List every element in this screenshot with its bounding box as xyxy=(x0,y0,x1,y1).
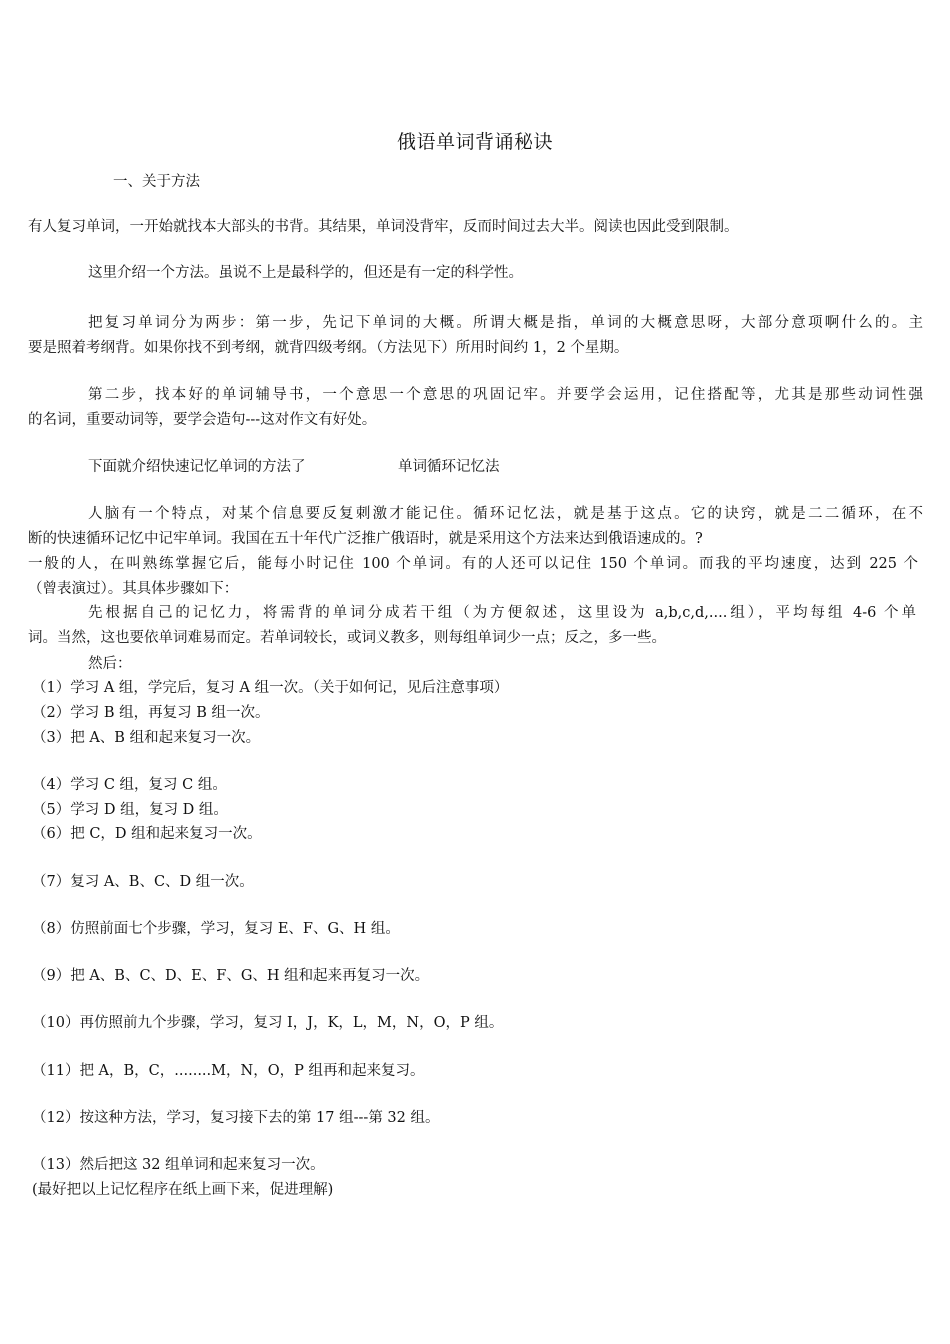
paragraph-memory-line2: 断的快速循环记忆中记牢单词。我国在五十年代广泛推广俄语时，就是采用这个方法来达到俄语速成的。? xyxy=(28,531,703,547)
paragraph-method-intro: 这里介绍一个方法。虽说不上是最科学的，但还是有一定的科学性。 xyxy=(88,265,523,281)
paragraph-step-two-line1: 第二步，找本好的单词辅导书，一个意思一个意思的巩固记牢。并要学会运用，记住搭配等，尤其是那些动词性强 xyxy=(88,387,923,403)
paragraph-speed-line2: （曾表演过）。其具体步骤如下： xyxy=(28,581,239,597)
step-item: （5）学习 D 组，复习 D 组。 xyxy=(32,802,228,818)
paragraph-speed-line1: 一般的人，在叫熟练掌握它后，能每小时记住 100 个单词。有的人还可以记住 150 个单词。而我的平均速度，达到 225 个 xyxy=(28,556,918,572)
step-item: （12）按这种方法，学习，复习接下去的第 17 组---第 32 组。 xyxy=(32,1110,440,1126)
paragraph-groups-line1: 先根据自己的记忆力，将需背的单词分成若干组（为方便叙述，这里设为 a,b,c,d,....组），平均每组 4-6 个单 xyxy=(88,605,916,621)
step-item: （2）学习 B 组，再复习 B 组一次。 xyxy=(32,705,270,721)
section-heading: 一、关于方法 xyxy=(113,174,200,190)
step-item: （8）仿照前面七个步骤，学习，复习 E、F、G、H 组。 xyxy=(32,921,400,937)
step-item: （4）学习 C 组，复习 C 组。 xyxy=(32,777,227,793)
step-item: （1）学习 A 组，学完后，复习 A 组一次。（关于如何记，见后注意事项） xyxy=(32,680,509,696)
document-title: 俄语单词背诵秘诀 xyxy=(396,131,553,153)
paragraph-step-one-line1: 把复习单词分为两步：第一步，先记下单词的大概。所谓大概是指，单词的大概意思呀，大部分意项啊什么的。主 xyxy=(88,315,923,331)
step-item: （3）把 A、B 组和起来复习一次。 xyxy=(32,730,261,746)
method-lead-in: 下面就介绍快速记忆单词的方法了 xyxy=(88,459,306,475)
paragraph-groups-line2: 词。当然，这也要依单词难易而定。若单词较长，或词义教多，则每组单词少一点；反之，多一些。 xyxy=(28,630,666,646)
method-name: 单词循环记忆法 xyxy=(398,459,500,475)
step-item: （7）复习 A、B、C、D 组一次。 xyxy=(32,874,254,890)
step-item: （9）把 A、B、C、D、E、F、G、H 组和起来再复习一次。 xyxy=(32,968,430,984)
step-item: （13）然后把这 32 组单词和起来复习一次。 xyxy=(32,1157,325,1173)
step-item: （6）把 C，D 组和起来复习一次。 xyxy=(32,826,262,842)
paragraph-step-one-line2: 要是照着考纲背。如果你找不到考纲，就背四级考纲。（方法见下）所用时间约 1，2 个星期。 xyxy=(28,340,629,356)
paragraph-step-two-line2: 的名词，重要动词等，要学会造句---这对作文有好处。 xyxy=(28,412,377,428)
closing-note: (最好把以上记忆程序在纸上画下来，促进理解) xyxy=(32,1182,334,1198)
paragraph-memory-line1: 人脑有一个特点，对某个信息要反复刺激才能记住。循环记忆法，就是基于这点。它的诀窍，就是二二循环，在不 xyxy=(88,506,923,522)
step-item: （11）把 A，B，C，........M，N，O，P 组再和起来复习。 xyxy=(32,1063,425,1079)
then-label: 然后： xyxy=(88,656,132,672)
paragraph-intro: 有人复习单词，一开始就找本大部头的书背。其结果，单词没背牢，反而时间过去大半。阅读也因此受到限制。 xyxy=(28,219,739,235)
step-item: （10）再仿照前九个步骤，学习，复习 I，J，K，L，M，N，O，P 组。 xyxy=(32,1015,504,1031)
